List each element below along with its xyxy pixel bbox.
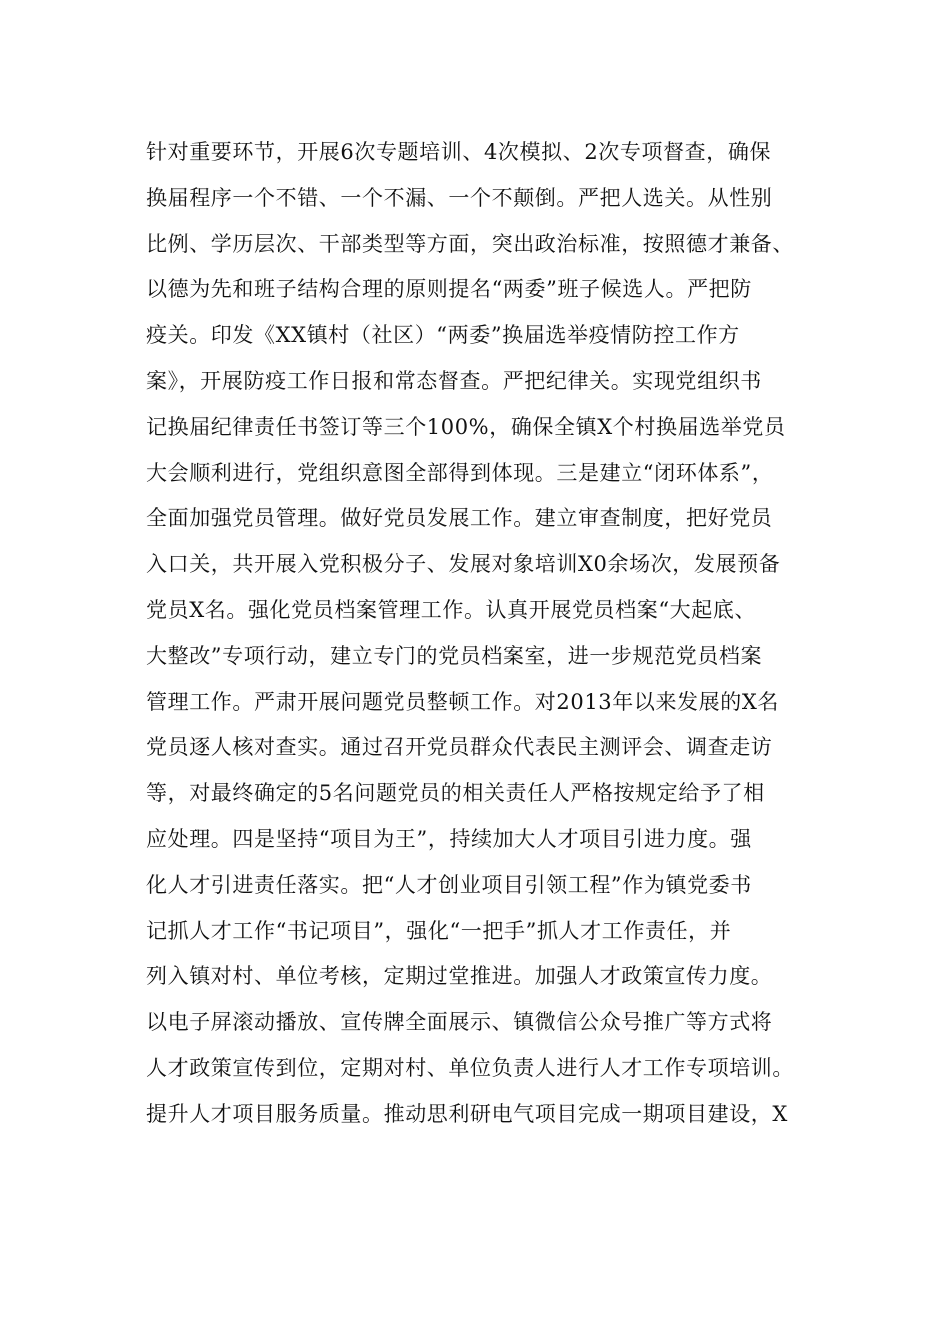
text-line: 记换届纪律责任书签订等三个100%，确保全镇X个村换届选举党员	[146, 414, 786, 439]
text-line: 以德为先和班子结构合理的原则提名“两委”班子候选人。严把防	[146, 277, 752, 302]
text-line: 案》，开展防疫工作日报和常态督查。严把纪律关。实现党组织书	[146, 368, 762, 393]
text-line: 以电子屏滚动播放、宣传牌全面展示、镇微信公众号推广等方式将	[146, 1010, 773, 1035]
text-line: 管理工作。严肃开展问题党员整顿工作。对2013年以来发展的X名	[146, 689, 779, 714]
text-line: 入口关，共开展入党积极分子、发展对象培训X0余场次，发展预备	[146, 552, 781, 577]
text-line: 人才政策宣传到位，定期对村、单位负责人进行人才工作专项培训。	[146, 1055, 794, 1080]
text-line: 换届程序一个不错、一个不漏、一个不颠倒。严把人选关。从性别	[146, 185, 773, 210]
text-line: 应处理。四是坚持“项目为王”，持续加大人才项目引进力度。强	[146, 826, 752, 851]
text-line: 全面加强党员管理。做好党员发展工作。建立审查制度，把好党员	[146, 506, 773, 531]
body-text	[146, 130, 816, 1138]
text-line: 记抓人才工作“书记项目”，强化“一把手”抓人才工作责任，并	[146, 918, 732, 943]
text-line: 比例、学历层次、干部类型等方面，突出政治标准，按照德才兼备、	[146, 231, 794, 256]
text-line: 列入镇对村、单位考核，定期过堂推进。加强人才政策宣传力度。	[146, 964, 773, 989]
text-line: 党员X名。强化党员档案管理工作。认真开展党员档案“大起底、	[146, 597, 757, 622]
text-line: 大会顺利进行，党组织意图全部得到体现。三是建立“闭环体系”，	[146, 460, 774, 485]
text-line: 针对重要环节，开展6次专题培训、4次模拟、2次专项督查，确保	[146, 140, 772, 164]
text-line: 化人才引进责任落实。把“人才创业项目引领工程”作为镇党委书	[146, 872, 752, 897]
text-line: 提升人才项目服务质量。推动思利研电气项目完成一期项目建设，X	[146, 1101, 788, 1126]
text-line: 等，对最终确定的5名问题党员的相关责任人严格按规定给予了相	[146, 781, 765, 806]
text-line: 疫关。印发《XX镇村（社区）“两委”换届选举疫情防控工作方	[146, 323, 740, 348]
text-line: 党员逐人核对查实。通过召开党员群众代表民主测评会、调查走访	[146, 735, 773, 760]
text-line: 大整改”专项行动，建立专门的党员档案室，进一步规范党员档案	[146, 643, 763, 668]
